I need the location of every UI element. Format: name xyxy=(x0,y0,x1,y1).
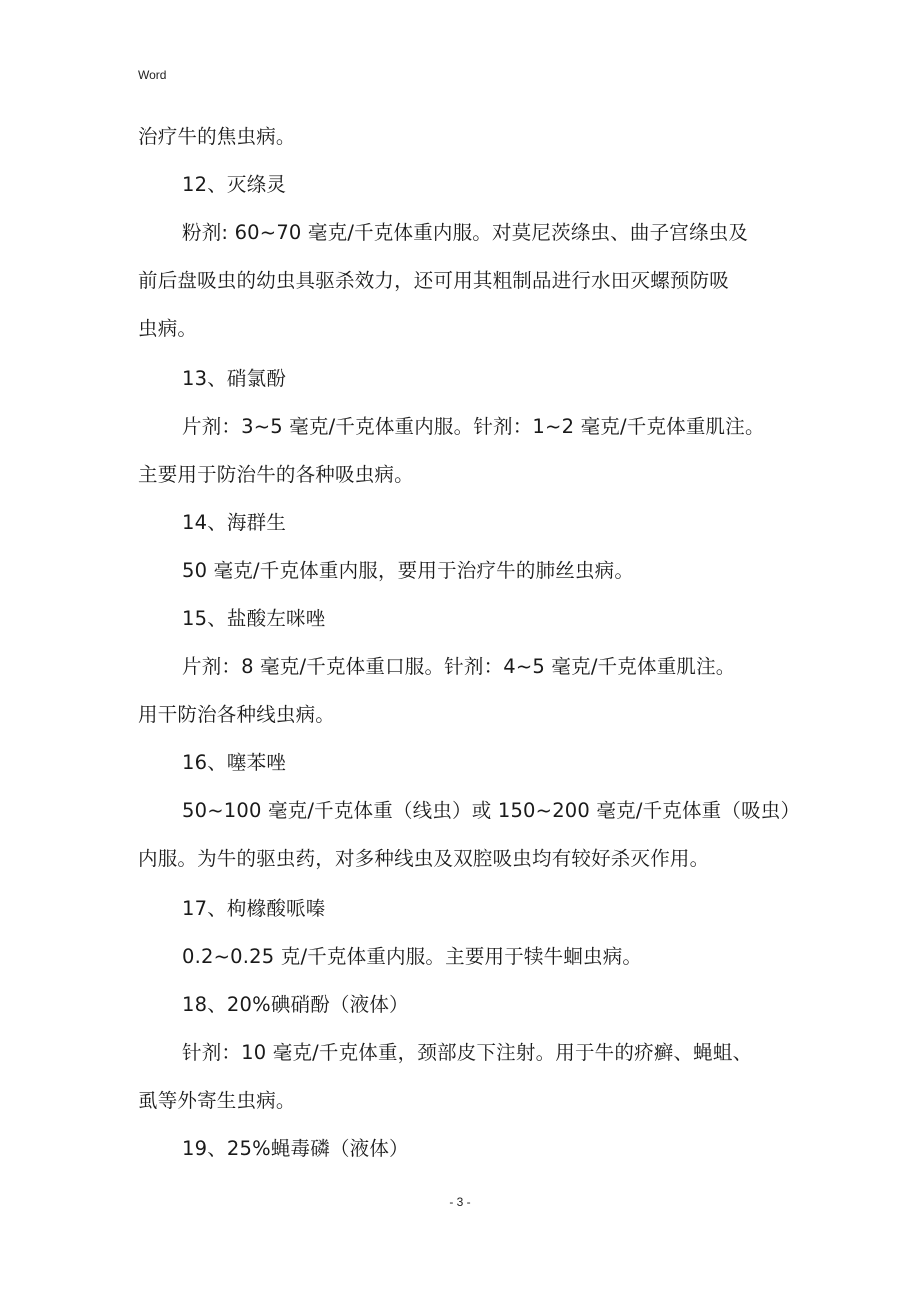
text-line: 虫病。 xyxy=(138,317,198,340)
page-number: - 3 - xyxy=(449,1195,471,1209)
section-heading: 12、灭绦灵 xyxy=(182,173,287,196)
text-line: 主要用于防治牛的各种吸虫病。 xyxy=(138,463,414,486)
document-header-label: Word xyxy=(138,68,167,82)
section-heading: 15、盐酸左咪唑 xyxy=(182,607,326,630)
text-line: 片剂：3~5 毫克/千克体重内服。针剂：1~2 毫克/千克体重肌注。 xyxy=(182,415,765,438)
text-line: 0.2~0.25 克/千克体重内服。主要用于犊牛蛔虫病。 xyxy=(182,945,643,968)
text-line: 虱等外寄生虫病。 xyxy=(138,1089,296,1112)
text-line: 针剂：10 毫克/千克体重，颈部皮下注射。用于牛的疥癣、蝇蛆、 xyxy=(182,1041,753,1064)
text-line: 治疗牛的焦虫病。 xyxy=(138,125,296,148)
section-heading: 18、20%碘硝酚（液体） xyxy=(182,993,409,1016)
text-line: 50~100 毫克/千克体重（线虫）或 150~200 毫克/千克体重（吸虫） xyxy=(182,799,801,822)
text-line: 内服。为牛的驱虫药，对多种线虫及双腔吸虫均有较好杀灭作用。 xyxy=(138,847,710,870)
section-heading: 19、25%蝇毒磷（液体） xyxy=(182,1137,409,1160)
text-line: 前后盘吸虫的幼虫具驱杀效力，还可用其粗制品进行水田灭螺预防吸 xyxy=(138,269,730,292)
text-line: 用干防治各种线虫病。 xyxy=(138,703,336,726)
text-line: 粉剂: 60~70 毫克/千克体重内服。对莫尼茨绦虫、曲子宫绦虫及 xyxy=(182,221,749,244)
section-heading: 14、海群生 xyxy=(182,511,287,534)
section-heading: 13、硝氯酚 xyxy=(182,367,287,390)
section-heading: 17、枸橼酸哌嗪 xyxy=(182,897,326,920)
section-heading: 16、噻苯唑 xyxy=(182,751,287,774)
text-line: 片剂：8 毫克/千克体重口服。针剂：4~5 毫克/千克体重肌注。 xyxy=(182,655,736,678)
text-line: 50 毫克/千克体重内服，要用于治疗牛的肺丝虫病。 xyxy=(182,559,635,582)
